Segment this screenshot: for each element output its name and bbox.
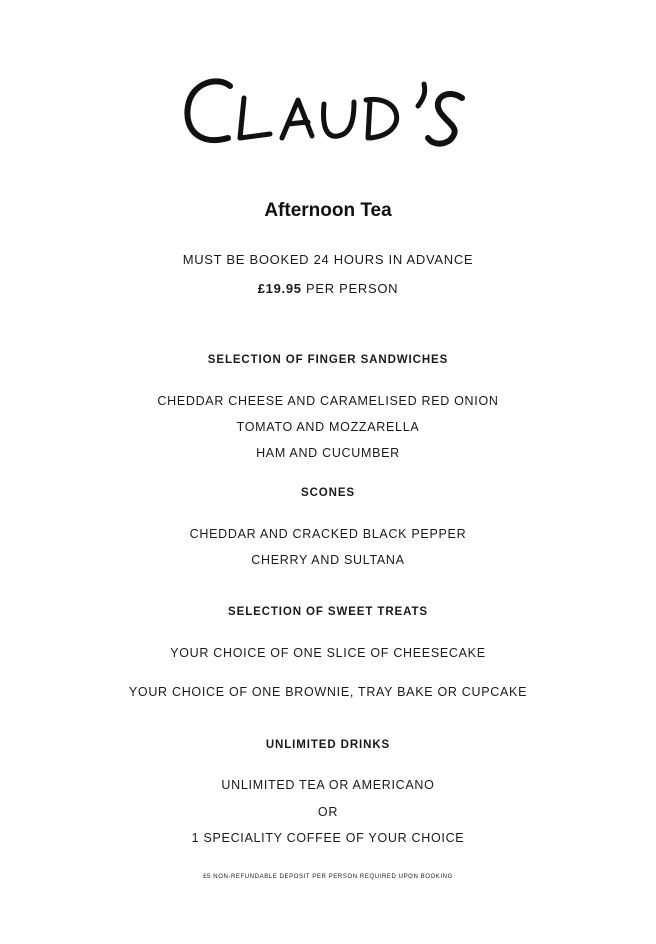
section-heading-sandwiches: SELECTION OF FINGER SANDWICHES — [207, 354, 449, 366]
section-heading-sweet-treats: SELECTION OF SWEET TREATS — [228, 606, 428, 618]
menu-item: YOUR CHOICE OF ONE SLICE OF CHEESECAKE — [170, 646, 486, 660]
menu-item: OR — [317, 805, 339, 819]
menu-item: UNLIMITED TEA OR AMERICANO — [221, 778, 435, 792]
menu-item: CHEDDAR CHEESE AND CARAMELISED RED ONION — [157, 394, 499, 408]
price-line — [0, 281, 656, 296]
menu-item: 1 SPECIALITY COFFEE OF YOUR CHOICE — [191, 831, 465, 845]
booking-notice: MUST BE BOOKED 24 HOURS IN ADVANCE — [182, 252, 474, 267]
section-heading-drinks: UNLIMITED DRINKS — [265, 739, 391, 751]
menu-item: TOMATO AND MOZZARELLA — [236, 420, 420, 434]
handwritten-logo-svg — [178, 68, 468, 158]
section-heading-scones: SCONES — [301, 487, 355, 499]
deposit-footnote: £5 NON-REFUNDABLE DEPOSIT PER PERSON REQUIRED UPON BOOKING — [203, 874, 453, 880]
menu-item: CHERRY AND SULTANA — [251, 553, 405, 567]
menu-item: HAM AND CUCUMBER — [256, 446, 400, 460]
menu-item: CHEDDAR AND CRACKED BLACK PEPPER — [189, 527, 467, 541]
price-value: £19.95 — [257, 281, 302, 296]
menu-item: YOUR CHOICE OF ONE BROWNIE, TRAY BAKE OR CUPCAKE — [128, 685, 528, 699]
menu-title: Afternoon Tea — [264, 200, 392, 221]
claud-s-logo — [178, 68, 468, 158]
price-suffix: PER PERSON — [301, 281, 399, 296]
